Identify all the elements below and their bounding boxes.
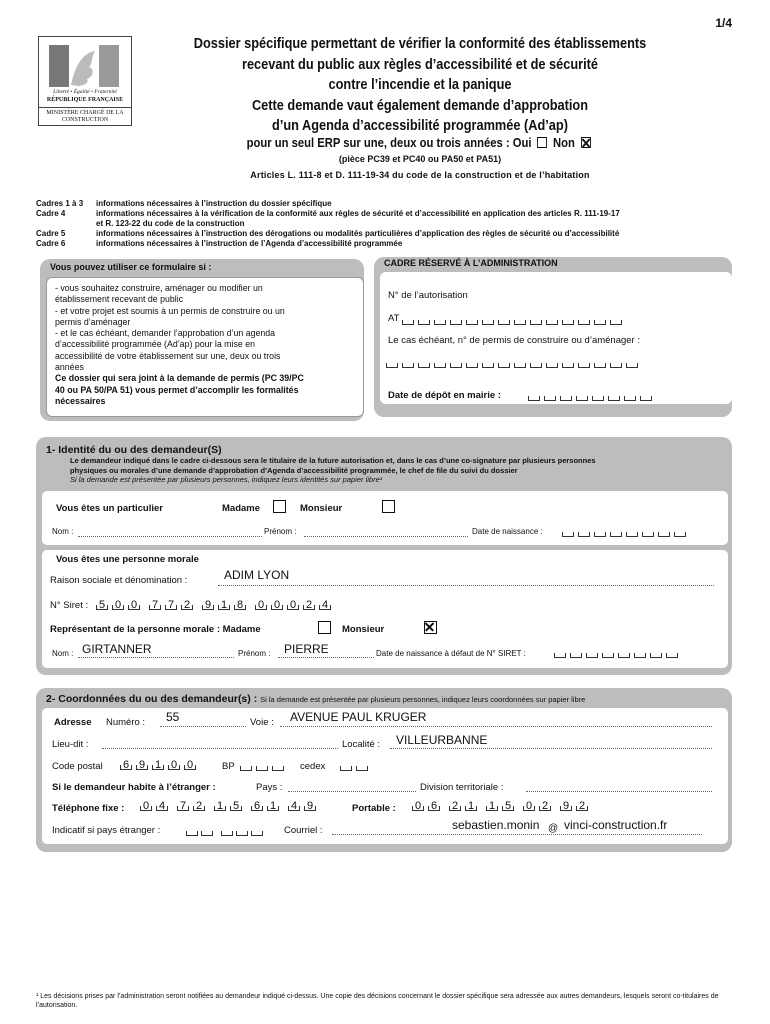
char-cell[interactable] bbox=[650, 653, 662, 658]
logo-motto: Liberté • Égalité • Fraternité bbox=[53, 89, 117, 95]
voie-label: Voie : bbox=[250, 717, 274, 728]
division-field[interactable] bbox=[526, 791, 712, 792]
usage-line: - vous souhaitez construire, aménager ou modifier un bbox=[55, 283, 263, 293]
char-cell[interactable] bbox=[402, 320, 414, 325]
char-cell[interactable] bbox=[666, 653, 678, 658]
usage-bold-line: nécessaires bbox=[55, 395, 106, 406]
char-cell[interactable] bbox=[530, 363, 542, 368]
courriel-field[interactable] bbox=[332, 834, 702, 835]
section-coordonnees bbox=[36, 688, 732, 852]
char-digit: 2 bbox=[578, 800, 586, 812]
char-cell[interactable] bbox=[514, 320, 526, 325]
char-cell[interactable] bbox=[624, 396, 636, 401]
nom-field[interactable] bbox=[78, 536, 262, 537]
at-cells[interactable] bbox=[402, 317, 702, 325]
char-cell[interactable] bbox=[554, 653, 566, 658]
email-at: @ bbox=[548, 823, 559, 834]
char-digit: 9 bbox=[204, 599, 212, 611]
char-cell[interactable] bbox=[402, 363, 414, 368]
madame-label: Madame bbox=[222, 503, 261, 514]
char-cell[interactable] bbox=[594, 363, 606, 368]
char-cell[interactable] bbox=[674, 532, 686, 537]
rep-madame-checkbox[interactable] bbox=[318, 621, 331, 634]
char-cell[interactable] bbox=[498, 320, 510, 325]
char-cell[interactable] bbox=[201, 831, 213, 836]
telephone-label: Téléphone fixe : bbox=[52, 803, 125, 814]
admin-header: CADRE RÉSERVÉ À L’ADMINISTRATION bbox=[384, 258, 558, 268]
email-user: sebastien.monin bbox=[452, 818, 540, 832]
char-cell[interactable] bbox=[256, 766, 268, 771]
char-digit: 0 bbox=[289, 599, 297, 611]
char-digit: 2 bbox=[195, 800, 203, 812]
section-identite bbox=[36, 437, 732, 675]
morale-box bbox=[42, 550, 728, 668]
admin-box bbox=[374, 257, 732, 417]
char-digit: 7 bbox=[167, 599, 175, 611]
section2-title bbox=[46, 693, 585, 705]
monsieur-checkbox[interactable] bbox=[382, 500, 395, 513]
char-digit: 9 bbox=[138, 759, 146, 771]
char-digit: 0 bbox=[186, 759, 194, 771]
bp-label: BP bbox=[222, 761, 235, 772]
rep-nom-value: GIRTANNER bbox=[82, 642, 152, 656]
usage-line: accessibilité de votre établissement sur une, deux ou trois bbox=[55, 350, 281, 361]
title-line: Cette demande vaut également demande d’approbation bbox=[251, 97, 589, 114]
marianne-logo bbox=[38, 36, 132, 126]
non-label: Non bbox=[553, 136, 575, 150]
note-line: Le demandeur indiqué dans le cadre ci-dessous sera le titulaire de la future autorisation et, dans le cas d’une co-signature par plusieurs personnes bbox=[70, 456, 596, 465]
cadre-row: Cadre 5 informations nécessaires à l’instruction des dérogations ou modalités particulières d’application des règles de sécurité ou d’accessibilité bbox=[36, 229, 620, 238]
char-digit: 8 bbox=[236, 599, 244, 611]
char-cell[interactable] bbox=[386, 363, 398, 368]
char-digit: 5 bbox=[98, 599, 106, 611]
rep-monsieur-checkbox[interactable] bbox=[424, 621, 437, 634]
erp-question: pour un seul ERP sur une, deux ou trois années : Oui bbox=[246, 136, 532, 150]
char-cell[interactable] bbox=[272, 766, 284, 771]
rep-nom-field[interactable] bbox=[78, 657, 234, 658]
portable-label: Portable : bbox=[352, 803, 396, 814]
particulier-box bbox=[42, 491, 728, 545]
char-cell[interactable] bbox=[546, 363, 558, 368]
cadre-row: et R. 123-22 du code de la construction bbox=[96, 219, 245, 228]
cadre-row: Cadre 4 informations nécessaires à la vérification de la conformité aux règles de sécurité et d’accessibilité en application des articles R. 111-19-17 bbox=[36, 209, 620, 218]
char-cell[interactable] bbox=[466, 320, 478, 325]
title-line: d’un Agenda d’accessibilité programmée (Ad’ap) bbox=[272, 118, 568, 134]
pieces-note: (pièce PC39 et PC40 ou PA50 et PA51) bbox=[338, 154, 502, 164]
footnote: ¹ Les décisions prises par l’administration seront notifiées au demandeur indiqué ci-dessus. Une copie des décisions concernant le dossier spécifique sera adressée aux autres demandeurs, lesquels seront co-titulaires de l’autorisation. bbox=[36, 993, 719, 1009]
courriel-label: Courriel : bbox=[284, 825, 323, 836]
cadre-row: Cadre 6 informations nécessaires à l’instruction de l’Agenda d’accessibilité programmée bbox=[36, 239, 403, 248]
char-digit: 2 bbox=[451, 800, 459, 812]
pays-label: Pays : bbox=[256, 782, 283, 793]
char-cell[interactable] bbox=[240, 766, 252, 771]
voie-field[interactable] bbox=[280, 726, 712, 727]
char-cell[interactable] bbox=[642, 532, 654, 537]
permis-cells[interactable] bbox=[386, 360, 706, 368]
char-digit: 0 bbox=[525, 800, 533, 812]
localite-label: Localité : bbox=[342, 739, 381, 750]
char-cell[interactable] bbox=[221, 831, 233, 836]
telephone-cells[interactable] bbox=[140, 801, 340, 811]
depot-label: Date de dépôt en mairie : bbox=[388, 390, 501, 401]
char-cell[interactable] bbox=[578, 532, 590, 537]
usage-line: années bbox=[55, 362, 84, 373]
division-label: Division territoriale : bbox=[420, 782, 504, 793]
admin-content bbox=[380, 272, 732, 404]
char-cell[interactable] bbox=[544, 396, 556, 401]
char-cell[interactable] bbox=[562, 532, 574, 537]
char-cell[interactable] bbox=[236, 831, 248, 836]
char-digit: 2 bbox=[183, 599, 191, 611]
char-cell[interactable] bbox=[418, 320, 430, 325]
monsieur-label: Monsieur bbox=[300, 503, 343, 514]
representant-label: Représentant de la personne morale : Madame bbox=[50, 624, 261, 635]
char-digit: 0 bbox=[114, 599, 122, 611]
char-digit: 1 bbox=[488, 800, 496, 812]
char-cell[interactable] bbox=[186, 831, 198, 836]
cadre-row: Cadres 1 à 3 informations nécessaires à l’instruction du dossier spécifique bbox=[36, 199, 332, 208]
email-domain: vinci-construction.fr bbox=[564, 818, 668, 832]
note-italic: Si la demande est présentée par plusieurs personnes, indiquez leurs identités sur papier libre¹ bbox=[70, 475, 383, 484]
indicatif-label: Indicatif si pays étranger : bbox=[52, 825, 161, 836]
char-cell[interactable] bbox=[586, 653, 598, 658]
cedex-cells[interactable] bbox=[340, 763, 380, 771]
char-digit: 7 bbox=[179, 800, 187, 812]
usage-line: d’accessibilité programmée (Ad’ap) pour la mise en bbox=[55, 339, 255, 350]
char-cell[interactable] bbox=[626, 532, 638, 537]
usage-line: permis d’aménager bbox=[55, 316, 131, 327]
rep-monsieur-label: Monsieur bbox=[342, 624, 385, 635]
char-digit: 5 bbox=[504, 800, 512, 812]
char-digit: 6 bbox=[430, 800, 438, 812]
char-cell[interactable] bbox=[610, 363, 622, 368]
char-cell[interactable] bbox=[618, 653, 630, 658]
char-cell[interactable] bbox=[578, 320, 590, 325]
section2-title-text: 2- Coordonnées du ou des demandeur(s) : bbox=[46, 693, 258, 705]
char-cell[interactable] bbox=[466, 363, 478, 368]
usage-header: Vous pouvez utiliser ce formulaire si : bbox=[50, 262, 212, 272]
char-cell[interactable] bbox=[356, 766, 368, 771]
section2-note: Si la demande est présentée par plusieurs personnes, indiquez leurs coordonnées sur papier libre bbox=[260, 695, 586, 704]
char-cell[interactable] bbox=[594, 532, 606, 537]
portable-cells[interactable] bbox=[412, 801, 612, 811]
char-cell[interactable] bbox=[658, 532, 670, 537]
madame-checkbox[interactable] bbox=[273, 500, 286, 513]
char-cell[interactable] bbox=[514, 363, 526, 368]
char-cell[interactable] bbox=[530, 320, 542, 325]
char-cell[interactable] bbox=[634, 653, 646, 658]
rep-nom-label: Nom : bbox=[52, 649, 74, 658]
naissance-cells[interactable] bbox=[562, 529, 722, 537]
bp-cells[interactable] bbox=[240, 763, 290, 771]
autorisation-label: N° de l’autorisation bbox=[388, 290, 468, 301]
char-cell[interactable] bbox=[562, 363, 574, 368]
numero-label: Numéro : bbox=[106, 717, 146, 728]
marianne-icon bbox=[49, 45, 119, 87]
char-digit: 1 bbox=[269, 800, 277, 812]
usage-line: - et votre projet est soumis à un permis de construire ou un bbox=[55, 305, 285, 316]
erp-question-line bbox=[177, 136, 663, 150]
oui-checkbox[interactable] bbox=[537, 137, 547, 148]
raison-value: ADIM LYON bbox=[224, 568, 290, 582]
siret-cells[interactable] bbox=[96, 600, 406, 610]
char-cell[interactable] bbox=[251, 831, 263, 836]
char-digit: 6 bbox=[253, 800, 261, 812]
lieudit-label: Lieu-dit : bbox=[52, 739, 89, 750]
char-cell[interactable] bbox=[578, 363, 590, 368]
prenom-field[interactable] bbox=[304, 536, 468, 537]
depot-cells[interactable] bbox=[528, 393, 698, 401]
lieudit-field[interactable] bbox=[102, 748, 338, 749]
code-postal-cells[interactable] bbox=[120, 760, 220, 770]
char-digit: 1 bbox=[220, 599, 228, 611]
char-cell[interactable] bbox=[570, 653, 582, 658]
char-cell[interactable] bbox=[482, 363, 494, 368]
char-digit: 7 bbox=[151, 599, 159, 611]
title-line: Dossier spécifique permettant de vérifier la conformité des établissements bbox=[193, 36, 647, 52]
title-line: contre l’incendie et la panique bbox=[328, 77, 512, 93]
usage-bold-line: Ce dossier qui sera joint à la demande de permis (PC 39/PC bbox=[55, 373, 304, 384]
voie-value: AVENUE PAUL KRUGER bbox=[290, 710, 427, 724]
logo-ministry: MINISTÈRE CHARGÉ DE LA CONSTRUCTION bbox=[39, 107, 131, 124]
indicatif-cells[interactable] bbox=[186, 828, 266, 836]
logo-republic: RÉPUBLIQUE FRANÇAISE bbox=[46, 97, 124, 103]
char-digit: 9 bbox=[562, 800, 570, 812]
page-number: 1/4 bbox=[715, 16, 732, 30]
char-cell[interactable] bbox=[602, 653, 614, 658]
rep-naissance-cells[interactable] bbox=[554, 650, 722, 658]
rep-prenom-field[interactable] bbox=[278, 657, 374, 658]
char-cell[interactable] bbox=[562, 320, 574, 325]
localite-field[interactable] bbox=[390, 748, 712, 749]
pays-field[interactable] bbox=[288, 791, 416, 792]
coordonnees-box bbox=[42, 708, 728, 844]
particulier-label: Vous êtes un particulier bbox=[56, 503, 163, 514]
char-cell[interactable] bbox=[610, 532, 622, 537]
char-cell[interactable] bbox=[340, 766, 352, 771]
char-cell[interactable] bbox=[626, 363, 638, 368]
cadres-legend bbox=[36, 199, 620, 249]
at-label: AT bbox=[388, 313, 400, 324]
char-digit: 1 bbox=[467, 800, 475, 812]
char-digit: 5 bbox=[232, 800, 240, 812]
raison-label: Raison sociale et dénomination : bbox=[50, 575, 188, 586]
char-digit: 9 bbox=[306, 800, 314, 812]
char-digit: 0 bbox=[142, 800, 150, 812]
char-digit: 0 bbox=[414, 800, 422, 812]
char-cell[interactable] bbox=[450, 320, 462, 325]
rep-prenom-value: PIERRE bbox=[284, 642, 329, 656]
section1-title: 1- Identité du ou des demandeur(S) bbox=[46, 444, 222, 456]
naissance-label: Date de naissance : bbox=[472, 527, 543, 536]
char-digit: 0 bbox=[170, 759, 178, 771]
usage-box bbox=[40, 259, 364, 421]
char-digit: 4 bbox=[158, 800, 166, 812]
adresse-label: Adresse bbox=[54, 717, 92, 728]
char-cell[interactable] bbox=[640, 396, 652, 401]
char-cell[interactable] bbox=[482, 320, 494, 325]
usage-line: établissement recevant de public bbox=[55, 294, 184, 305]
char-digit: 0 bbox=[273, 599, 281, 611]
document-title bbox=[182, 34, 657, 137]
char-cell[interactable] bbox=[560, 396, 572, 401]
non-checkbox[interactable] bbox=[581, 137, 591, 148]
char-cell[interactable] bbox=[434, 363, 446, 368]
char-digit: 1 bbox=[154, 759, 162, 771]
prenom-label: Prénom : bbox=[264, 527, 297, 536]
raison-field[interactable] bbox=[218, 585, 714, 586]
usage-content bbox=[46, 277, 364, 417]
title-line: recevant du public aux règles d’accessibilité et de sécurité bbox=[241, 56, 599, 73]
numero-value: 55 bbox=[166, 710, 180, 724]
char-digit: 6 bbox=[122, 759, 130, 771]
siret-label: N° Siret : bbox=[50, 600, 89, 611]
note-line: physiques ou morales d’une demande d’approbation d’Agenda d’accessibilité programmée, le chef de file du suivi du dossier bbox=[70, 465, 518, 475]
char-digit: 2 bbox=[541, 800, 549, 812]
cedex-label: cedex bbox=[300, 761, 326, 772]
char-cell[interactable] bbox=[608, 396, 620, 401]
permis-label: Le cas échéant, n° de permis de construire ou d’aménager : bbox=[388, 335, 641, 346]
char-cell[interactable] bbox=[610, 320, 622, 325]
char-digit: 4 bbox=[321, 599, 329, 611]
char-cell[interactable] bbox=[498, 363, 510, 368]
char-cell[interactable] bbox=[418, 363, 430, 368]
numero-field[interactable] bbox=[160, 726, 246, 727]
rep-naissance-label: Date de naissance à défaut de N° SIRET : bbox=[376, 649, 526, 658]
char-digit: 0 bbox=[257, 599, 265, 611]
nom-label: Nom : bbox=[52, 527, 74, 536]
usage-bold-line: 40 ou PA 50/PA 51) vous permet d’accomplir les formalités bbox=[55, 384, 299, 395]
char-cell[interactable] bbox=[434, 320, 446, 325]
rep-prenom-label: Prénom : bbox=[238, 649, 271, 658]
char-cell[interactable] bbox=[576, 396, 588, 401]
char-digit: 2 bbox=[305, 599, 313, 611]
char-digit: 4 bbox=[290, 800, 298, 812]
etranger-label: Si le demandeur habite à l’étranger : bbox=[52, 782, 216, 793]
usage-line: - et le cas échéant, demander l’approbation d’un agenda bbox=[55, 328, 276, 339]
char-cell[interactable] bbox=[592, 396, 604, 401]
char-cell[interactable] bbox=[450, 363, 462, 368]
section1-note bbox=[70, 456, 730, 485]
char-digit: 0 bbox=[130, 599, 138, 611]
localite-value: VILLEURBANNE bbox=[396, 733, 488, 747]
char-digit: 1 bbox=[216, 800, 224, 812]
morale-label: Vous êtes une personne morale bbox=[56, 554, 199, 565]
code-postal-label: Code postal bbox=[52, 761, 103, 772]
char-cell[interactable] bbox=[528, 396, 540, 401]
char-cell[interactable] bbox=[594, 320, 606, 325]
articles-note: Articles L. 111-8 et D. 111-19-34 du code de la construction et de l’habitation bbox=[250, 170, 590, 180]
char-cell[interactable] bbox=[546, 320, 558, 325]
